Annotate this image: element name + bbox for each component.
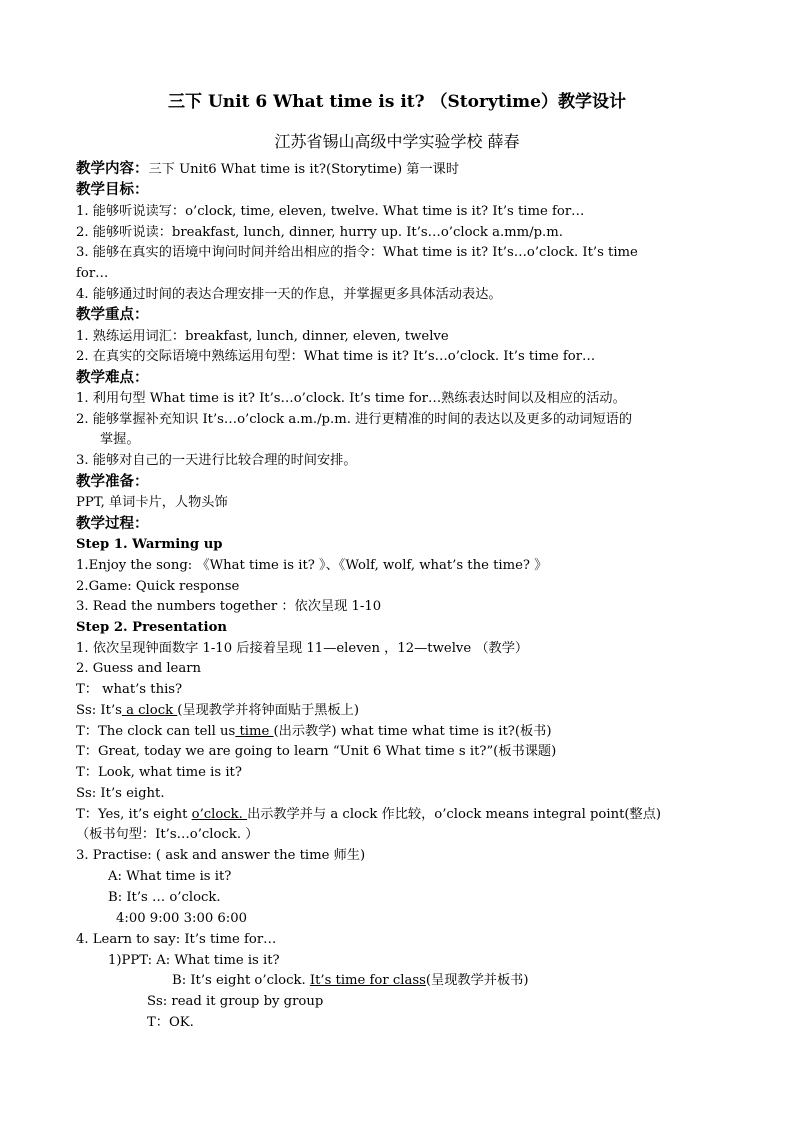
- dialogue-line: B: It’s … o’clock.: [108, 890, 221, 905]
- document-author: 江苏省锡山高级中学实验学校 薛春: [274, 132, 520, 151]
- step2-line: 4. Learn to say: It’s time for…: [76, 932, 277, 947]
- step2-line: T：Look, what time is it?: [76, 765, 242, 780]
- step2-line: [76, 723, 552, 741]
- goal-item: 3. 能够在真实的语境中询问时间并给出相应的指令：What time is it? It’s…o’clock. It’s time: [76, 245, 638, 260]
- practice-times: 4:00 9:00 3:00 6:00: [116, 911, 248, 926]
- content-text: 三下 Unit6 What time is it?(Storytime) 第一课时: [148, 162, 460, 177]
- step2-heading: Step 2. Presentation: [76, 620, 227, 635]
- step1-line: 3. Read the numbers together ：依次呈现 1-10: [76, 599, 382, 614]
- difficulty-item: 1. 利用句型 What time is it? It’s…o’clock. It’s time for…熟练表达时间以及相应的活动。: [76, 391, 626, 406]
- goal-item: 1. 能够听说读写：o’clock, time, eleven, twelve. What time is it? It’s time for…: [76, 204, 585, 219]
- goals-heading: 教学目标：: [76, 181, 149, 198]
- text-segment: 出示教学并与 a clock 作比较，o’clock means integral point(整点): [247, 807, 662, 822]
- goal-item: 4. 能够通过时间的表达合理安排一天的作息，并掌握更多具体活动表达。: [76, 287, 502, 302]
- goal-item: 2. 能够听说读：breakfast, lunch, dinner, hurry up. It’s…o’clock a.mm/p.m.: [76, 225, 563, 240]
- step2-line: 2. Guess and learn: [76, 661, 202, 676]
- key-points-heading: 教学重点：: [76, 306, 149, 323]
- underlined-answer: a clock: [121, 703, 178, 718]
- step1-heading: Step 1. Warming up: [76, 537, 223, 552]
- text-segment: (出示教学) what time what time is it?(板书): [273, 724, 552, 739]
- text-segment: T：The clock can tell us: [76, 724, 236, 739]
- step2-line: [76, 806, 661, 824]
- goal-item-continued: for…: [76, 266, 109, 281]
- step2-line: （板书句型：It’s…o’clock. ）: [76, 827, 259, 842]
- step1-line: 2.Game: Quick response: [76, 579, 240, 594]
- dialogue-line: A: What time is it?: [108, 869, 232, 884]
- underlined-answer: It’s time for class: [309, 973, 426, 988]
- text-segment: T：Yes, it’s eight: [76, 807, 192, 822]
- dialogue-line: Ss: read it group by group: [147, 994, 324, 1009]
- text-segment: (呈现教学并板书): [425, 973, 529, 988]
- dialogue-line: [172, 972, 528, 990]
- document-title: 三下 Unit 6 What time is it? （Storytime）教学设计: [168, 92, 626, 112]
- content-label: 教学内容：: [76, 160, 149, 177]
- dialogue-line: T：OK.: [147, 1015, 194, 1030]
- step2-line: T： what’s this?: [76, 682, 183, 697]
- step2-line: Ss: It’s eight.: [76, 786, 165, 801]
- difficulty-item: 2. 能够掌握补充知识 It’s…o’clock a.m./p.m. 进行更精准的时间的表达以及更多的动词短语的: [76, 412, 633, 427]
- step2-line: [76, 702, 359, 720]
- difficulties-heading: 教学难点：: [76, 369, 149, 386]
- step2-line: 3. Practise: ( ask and answer the time 师生): [76, 848, 366, 863]
- underlined-answer: time: [235, 724, 274, 739]
- text-segment: B: It’s eight o’clock.: [172, 973, 310, 988]
- difficulty-item-continued: 掌握。: [100, 432, 140, 447]
- key-point-item: 1. 熟练运用词汇：breakfast, lunch, dinner, eleven, twelve: [76, 329, 449, 344]
- prep-heading: 教学准备：: [76, 473, 149, 490]
- dialogue-line: 1)PPT: A: What time is it?: [108, 953, 280, 968]
- underlined-answer: o’clock.: [191, 807, 248, 822]
- step2-line: T：Great, today we are going to learn “Unit 6 What time s it?”(板书课题): [76, 744, 557, 759]
- text-segment: (呈现教学并将钟面贴于黑板上): [177, 703, 359, 718]
- step1-line: 1.Enjoy the song: 《What time is it? 》、《Wolf, wolf, what’s the time? 》: [76, 558, 548, 573]
- process-heading: 教学过程：: [76, 515, 149, 532]
- text-segment: Ss: It’s: [76, 703, 122, 718]
- key-point-item: 2. 在真实的交际语境中熟练运用句型：What time is it? It’s…o’clock. It’s time for…: [76, 349, 596, 364]
- content-line: [76, 160, 459, 179]
- step2-line: 1. 依次呈现钟面数字 1-10 后接着呈现 11—eleven ，12—twelve （教学）: [76, 641, 529, 656]
- prep-text: PPT, 单词卡片，人物头饰: [76, 495, 228, 510]
- difficulty-item: 3. 能够对自己的一天进行比较合理的时间安排。: [76, 453, 357, 468]
